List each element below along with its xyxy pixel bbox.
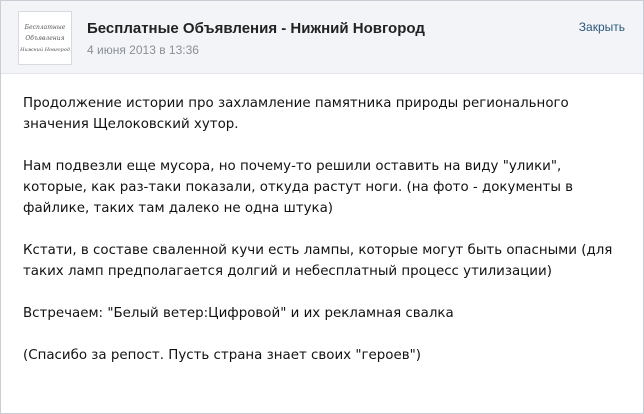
post-paragraph: Встречаем: "Белый ветер:Цифровой" и их рекламная свалка bbox=[23, 306, 454, 321]
group-title[interactable]: Бесплатные Объявления - Нижний Новгород bbox=[87, 20, 425, 37]
group-avatar[interactable] bbox=[18, 11, 72, 65]
svg-text:Объявления: Объявления bbox=[25, 35, 65, 42]
post-paragraph: Кстати, в составе сваленной кучи есть лампы, которые могут быть опасными (для таких ламп предполагается долгий и небесплатный процесс утилизации) bbox=[23, 243, 613, 279]
svg-text:Нижний Новгород: Нижний Новгород bbox=[20, 47, 70, 53]
svg-text:Бесплатные: Бесплатные bbox=[24, 24, 66, 31]
group-logo-icon bbox=[20, 18, 70, 58]
post-paragraph: Нам подвезли еще мусора, но почему-то решили оставить на виду "улики", которые, как раз-таки показали, откуда растут ноги. (на фото - документы в файлике, таких там далеко не одна штука) bbox=[23, 159, 574, 216]
close-link[interactable]: Закрыть bbox=[578, 20, 625, 34]
post-header bbox=[1, 1, 643, 74]
post-text bbox=[23, 93, 623, 387]
post-paragraph: Продолжение истории про захламление памятника природы регионального значения Щелоковский хутор. bbox=[23, 96, 569, 132]
post-date[interactable]: 4 июня 2013 в 13:36 bbox=[87, 43, 199, 57]
post-paragraph: (Спасибо за репост. Пусть страна знает своих "героев") bbox=[23, 348, 421, 363]
